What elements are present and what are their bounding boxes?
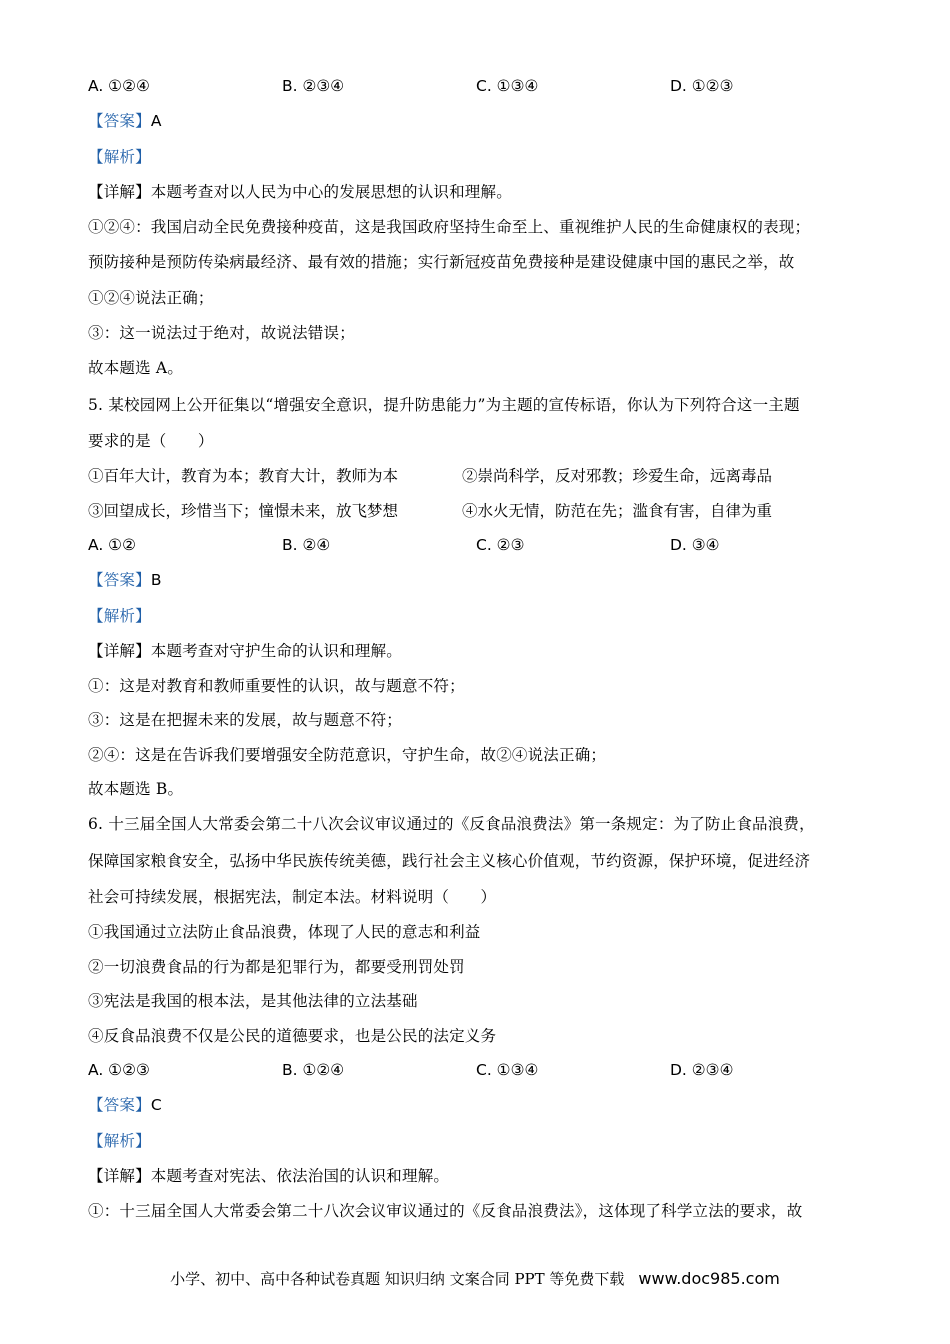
q4-explanation-3: ①②④说法正确； xyxy=(88,289,214,307)
q5-option-d: D. ③④ xyxy=(670,536,720,554)
q5-answer xyxy=(88,569,162,591)
q5-explanation-3: ②④：这是在告诉我们要增强安全防范意识，守护生命，故②④说法正确； xyxy=(88,746,607,764)
q4-option-b: B. ②③④ xyxy=(282,77,345,95)
q5-conclusion: 故本题选 B。 xyxy=(88,780,184,798)
q6-detail: 【详解】本题考查对宪法、依法治国的认识和理解。 xyxy=(88,1167,450,1185)
q5-stem-2: 要求的是（ ） xyxy=(88,432,214,450)
q5-item-3: ③回望成长，珍惜当下；憧憬未来，放飞梦想 xyxy=(88,502,399,520)
q5-option-b: B. ②④ xyxy=(282,536,331,554)
answer-tag: 【答案】 xyxy=(88,571,151,589)
q5-item-1: ①百年大计，教育为本；教育大计，教师为本 xyxy=(88,467,399,485)
q6-item-3: ③宪法是我国的根本法，是其他法律的立法基础 xyxy=(88,992,418,1010)
q5-item-4: ④水火无情，防范在先；滥食有害，自律为重 xyxy=(462,502,773,520)
q6-stem-2: 保障国家粮食安全，弘扬中华民族传统美德，践行社会主义核心价值观，节约资源，保护环境，促进经济 xyxy=(88,852,811,870)
q6-item-1: ①我国通过立法防止食品浪费，体现了人民的意志和利益 xyxy=(88,923,481,941)
q5-item-2: ②崇尚科学，反对邪教；珍爱生命，远离毒品 xyxy=(462,467,773,485)
q6-answer xyxy=(88,1094,162,1116)
q4-option-a: A. ①②④ xyxy=(88,77,150,95)
q4-conclusion: 故本题选 A。 xyxy=(88,359,184,377)
q4-explanation-1: ①②④：我国启动全民免费接种疫苗，这是我国政府坚持生命至上、重视维护人民的生命健康权的表现； xyxy=(88,218,811,236)
answer-value: C xyxy=(150,1096,162,1114)
q5-explanation-1: ①：这是对教育和教师重要性的认识，故与题意不符； xyxy=(88,677,465,695)
q6-explanation-1: ①：十三届全国人大常委会第二十八次会议审议通过的《反食品浪费法》，这体现了科学立法的要求，故 xyxy=(88,1202,803,1220)
q6-option-d: D. ②③④ xyxy=(670,1061,734,1079)
q4-analysis-tag: 【解析】 xyxy=(88,148,151,166)
q5-stem-1: 5. 某校园网上公开征集以“增强安全意识，提升防患能力”为主题的宣传标语，你认为下列符合这一主题 xyxy=(88,396,800,414)
answer-value: B xyxy=(150,571,162,589)
footer-url[interactable]: www.doc985.com xyxy=(638,1269,780,1288)
q6-option-b: B. ①②④ xyxy=(282,1061,345,1079)
q4-explanation-2: 预防接种是预防传染病最经济、最有效的措施；实行新冠疫苗免费接种是建设健康中国的惠民之举，故 xyxy=(88,253,795,271)
q4-explanation-4: ③：这一说法过于绝对，故说法错误； xyxy=(88,324,355,342)
page-footer xyxy=(0,1268,950,1290)
q6-option-a: A. ①②③ xyxy=(88,1061,150,1079)
q4-detail: 【详解】本题考查对以人民为中心的发展思想的认识和理解。 xyxy=(88,183,512,201)
q4-option-c: C. ①③④ xyxy=(476,77,539,95)
answer-tag: 【答案】 xyxy=(88,1096,151,1114)
q6-option-c: C. ①③④ xyxy=(476,1061,539,1079)
q4-answer xyxy=(88,110,162,132)
q5-explanation-2: ③：这是在把握未来的发展，故与题意不符； xyxy=(88,711,403,729)
q5-detail: 【详解】本题考查对守护生命的认识和理解。 xyxy=(88,642,403,660)
q5-option-a: A. ①② xyxy=(88,536,136,554)
q6-item-2: ②一切浪费食品的行为都是犯罪行为，都要受刑罚处罚 xyxy=(88,958,465,976)
answer-tag: 【答案】 xyxy=(88,112,151,130)
footer-text: 小学、初中、高中各种试卷真题 知识归纳 文案合同 PPT 等免费下载 xyxy=(170,1270,625,1288)
q6-analysis-tag: 【解析】 xyxy=(88,1132,151,1150)
q5-option-c: C. ②③ xyxy=(476,536,525,554)
q5-analysis-tag: 【解析】 xyxy=(88,607,151,625)
answer-value: A xyxy=(150,112,162,130)
q6-stem-1: 6. 十三届全国人大常委会第二十八次会议审议通过的《反食品浪费法》第一条规定：为了防止食品浪费， xyxy=(88,815,815,833)
q6-item-4: ④反食品浪费不仅是公民的道德要求，也是公民的法定义务 xyxy=(88,1027,497,1045)
q6-stem-3: 社会可持续发展，根据宪法，制定本法。材料说明（ ） xyxy=(88,888,497,906)
q4-option-d: D. ①②③ xyxy=(670,77,734,95)
